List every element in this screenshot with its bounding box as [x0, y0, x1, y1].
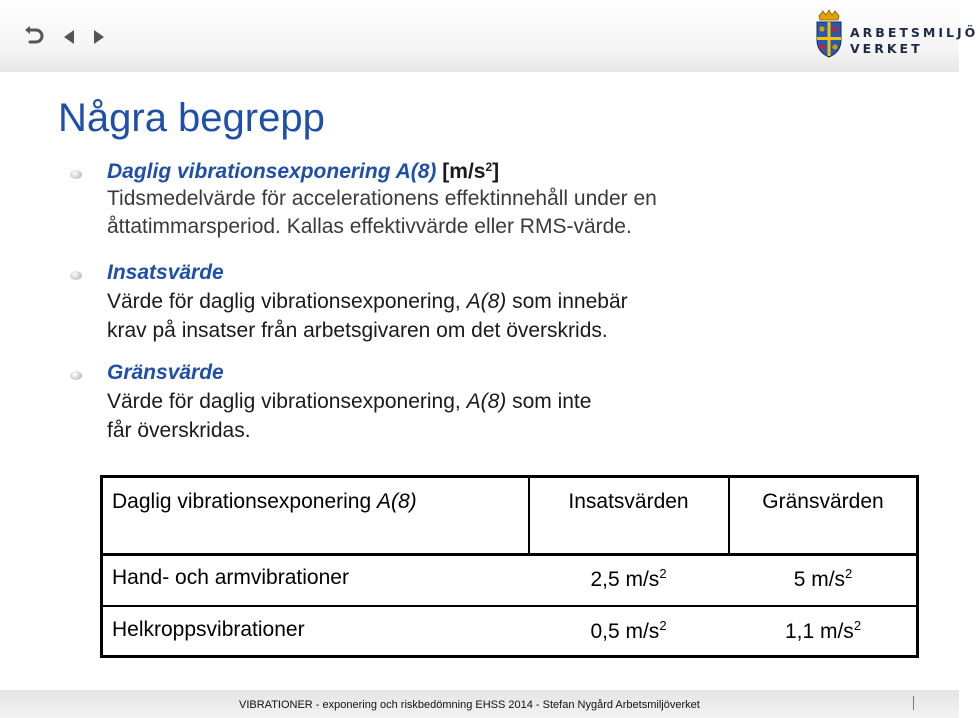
value-text: 2,5 m/s [590, 568, 660, 591]
footer-text: VIBRATIONER - exponering och riskbedömning EHSS 2014 - Stefan Nygård Arbetsmiljöverket [239, 699, 700, 711]
value-sup: 2 [659, 618, 667, 633]
top-toolbar [0, 0, 978, 72]
text-cursor [913, 696, 914, 710]
logo-text-line2: VERKET [850, 41, 923, 56]
table-divider [103, 553, 916, 556]
table-divider [103, 605, 916, 607]
text-segment: Värde för daglig vibrationsexponering, [107, 290, 467, 313]
term-text: Daglig vibrationsexponering A(8) [107, 160, 437, 183]
table-cell-insats [529, 618, 728, 644]
a8-emphasis: A(8) [377, 490, 417, 513]
value-text: 1,1 m/s [784, 620, 854, 643]
table-header-exposure [112, 490, 417, 514]
value-text: 0,5 m/s [590, 620, 660, 643]
value-sup: 2 [659, 566, 667, 581]
text-segment: som inte [506, 390, 592, 413]
bullet-icon [70, 271, 82, 280]
bullet-icon [70, 170, 82, 179]
unit-suffix: ] [492, 160, 500, 183]
table-cell-insats [529, 566, 728, 592]
unit-prefix: [m/s [442, 160, 486, 183]
a8-emphasis: A(8) [466, 290, 507, 313]
definition-line [107, 390, 591, 414]
a8-emphasis: A(8) [466, 390, 507, 413]
table-header-insatsvarden: Insatsvärden [568, 490, 689, 513]
definition-line: krav på insatser från arbetsgivaren om det överskrids. [107, 319, 608, 342]
unit-label [442, 160, 499, 183]
definition-line: får överskridas. [107, 419, 251, 442]
table-row-label: Helkroppsvibrationer [112, 618, 305, 641]
next-slide-icon[interactable] [86, 24, 112, 50]
slide-title: Några begrepp [58, 96, 325, 140]
term-insatsvarde: Insatsvärde [107, 261, 224, 284]
prev-slide-icon[interactable] [56, 24, 82, 50]
exposure-values-table [100, 475, 919, 658]
header-text: Daglig vibrationsexponering [112, 490, 377, 513]
coat-of-arms-icon [814, 10, 844, 58]
definition-line: Tidsmedelvärde för accelerationens effektinnehåll under en [107, 187, 657, 210]
table-header-gransvarden: Gränsvärden [762, 490, 884, 513]
term-daglig-vibrationsexponering [107, 160, 499, 184]
table-cell-grans [730, 618, 916, 644]
value-text: 5 m/s [793, 568, 846, 591]
value-sup: 2 [845, 566, 853, 581]
arbetsmiljoverket-logo [814, 8, 978, 60]
text-segment: Värde för daglig vibrationsexponering, [107, 390, 467, 413]
logo-text-line1: ARBETSMILJÖ [850, 25, 978, 40]
value-sup: 2 [853, 618, 862, 633]
term-gransvarde: Gränsvärde [107, 361, 224, 384]
definition-line: åttatimmarsperiod. Kallas effektivvärde eller RMS-värde. [107, 215, 632, 238]
bullet-icon [70, 371, 82, 380]
text-segment: som innebär [506, 290, 628, 313]
undo-icon[interactable] [21, 24, 47, 50]
footer-bar [0, 690, 959, 718]
table-cell-grans [730, 566, 916, 592]
definition-line [107, 290, 628, 314]
table-row-label: Hand- och armvibrationer [112, 566, 349, 589]
unit-sup: 2 [485, 160, 493, 174]
